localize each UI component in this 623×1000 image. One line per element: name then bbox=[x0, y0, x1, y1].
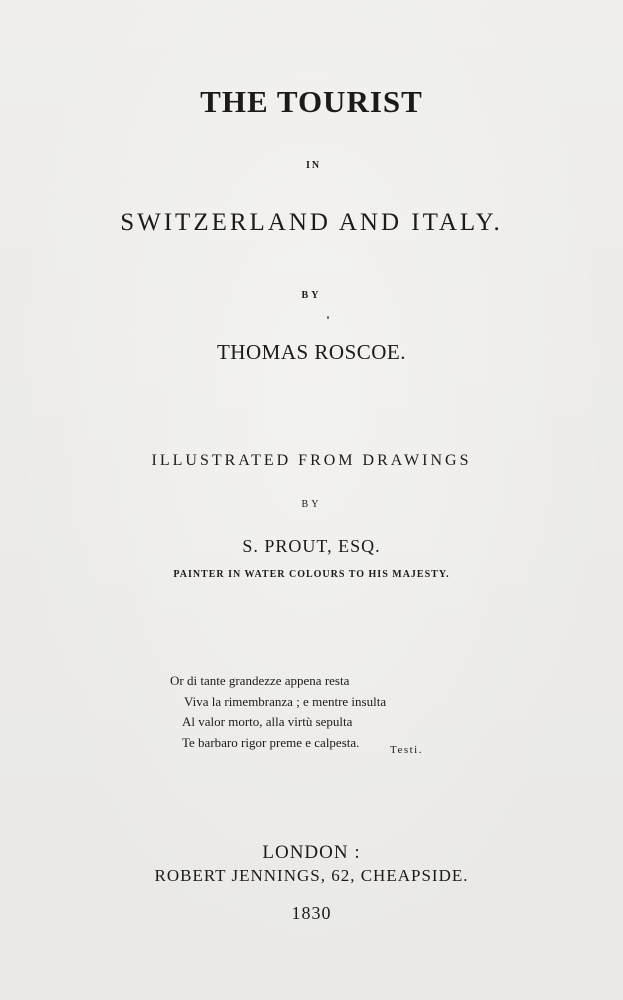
epigraph-line: Te barbaro rigor preme e calpesta. bbox=[182, 734, 360, 750]
artist-title: PAINTER IN WATER COLOURS TO HIS MAJESTY. bbox=[173, 569, 450, 580]
epigraph-line: Or di tante grandezze appena resta bbox=[170, 673, 350, 688]
author-name: THOMAS ROSCOE. bbox=[216, 340, 407, 364]
epigraph-line: Viva la rimembranza ; e mentre insulta bbox=[184, 693, 387, 709]
by-label: BY bbox=[301, 290, 322, 301]
illustrated-line: ILLUSTRATED FROM DRAWINGS bbox=[151, 452, 472, 469]
epigraph-line: Al valor morto, alla virtù sepulta bbox=[182, 714, 353, 729]
imprint-year: 1830 bbox=[291, 903, 332, 923]
epigraph-attribution: Testi. bbox=[390, 744, 423, 756]
artist-name: S. PROUT, ESQ. bbox=[242, 536, 381, 556]
by-artist-label: BY bbox=[301, 499, 322, 510]
book-title: THE TOURIST bbox=[200, 84, 423, 119]
epigraph bbox=[170, 671, 460, 753]
imprint-publisher: ROBERT JENNINGS, 62, CHEAPSIDE. bbox=[154, 866, 469, 885]
book-subtitle: SWITZERLAND AND ITALY. bbox=[120, 209, 503, 236]
in-label: IN bbox=[305, 160, 322, 171]
imprint-place: LONDON : bbox=[262, 842, 361, 863]
ink-speck bbox=[327, 316, 329, 319]
